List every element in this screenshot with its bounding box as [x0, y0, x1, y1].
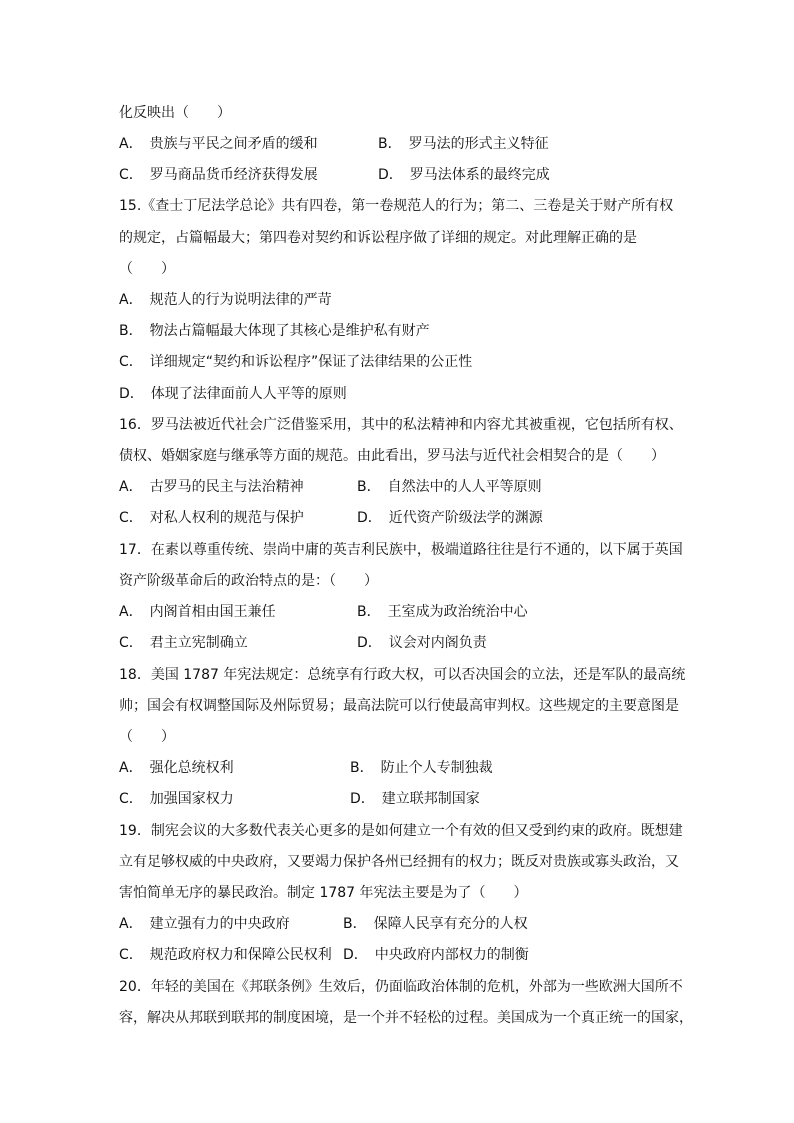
q17-option-b: B． 王室成为政治统治中心 [357, 604, 528, 620]
q16-stem-line1: 16．罗马法被近代社会广泛借鉴采用，其中的私法精神和内容尤其被重视，它包括所有权、 [119, 417, 683, 433]
q16-option-b: B． 自然法中的人人平等原则 [357, 479, 542, 495]
q17-option-a: A． 内阁首相由国王兼任 [119, 604, 276, 620]
q19-option-b: B． 保障人民享有充分的人权 [343, 916, 528, 932]
q15-option-b: B． 物法占篇幅最大体现了其核心是维护私有财产 [119, 323, 430, 339]
q19-option-a: A． 建立强有力的中央政府 [119, 916, 290, 932]
q15-option-d: D． 体现了法律面前人人平等的原则 [119, 386, 347, 402]
q16-option-a: A． 古罗马的民主与法治精神 [119, 479, 304, 495]
q20-stem-line2: 容，解决从邦联到联邦的制度困境，是一个并不轻松的过程。美国成为一个真正统一的国家， [119, 1010, 693, 1026]
q19-stem-line3: 害怕简单无序的暴民政治。制定 1787 年宪法主要是为了（ ） [119, 885, 528, 901]
q14-option-d: D． 罗马法体系的最终完成 [378, 167, 550, 183]
q19-option-c: C． 规范政府权力和保障公民权利 [119, 947, 332, 963]
q18-option-b: B． 防止个人专制独裁 [350, 760, 493, 776]
q19-option-d: D． 中央政府内部权力的制衡 [343, 947, 529, 963]
q18-option-a: A． 强化总统权利 [119, 760, 234, 776]
q17-stem-line1: 17．在素以尊重传统、崇尚中庸的英吉利民族中，极端道路往往是行不通的，以下属于英国 [119, 542, 683, 558]
q18-stem-line2: 帅；国会有权调整国际及州际贸易；最高法院可以行使最高审判权。这些规定的主要意图是 [119, 698, 679, 714]
q18-stem-line1: 18．美国 1787 年宪法规定：总统享有行政大权，可以否决国会的立法，还是军队的最高统 [119, 667, 686, 683]
q20-stem-line1: 20．年轻的美国在《邦联条例》生效后，仍面临政治体制的危机，外部为一些欧洲大国所不 [119, 979, 683, 995]
q16-stem-line2: 债权、婚姻家庭与继承等方面的规范。由此看出，罗马法与近代社会相契合的是（ ） [119, 448, 665, 464]
q18-option-d: D． 建立联邦制国家 [350, 791, 480, 807]
q19-stem-line1: 19．制宪会议的大多数代表关心更多的是如何建立一个有效的但又受到约束的政府。既想建 [119, 823, 683, 839]
q15-stem-line2: 的规定，占篇幅最大；第四卷对契约和诉讼程序做了详细的规定。对此理解正确的是 [119, 230, 637, 246]
q16-option-d: D． 近代资产阶级法学的渊源 [357, 510, 543, 526]
q14-option-a: A． 贵族与平民之间矛盾的缓和 [119, 136, 318, 152]
q15-stem-line1: 15.《查士丁尼法学总论》共有四卷，第一卷规范人的行为；第二、三卷是关于财产所有权 [119, 198, 674, 214]
q16-option-c: C． 对私人权利的规范与保护 [119, 510, 304, 526]
q17-stem-line2: 资产阶级革命后的政治特点的是：（ ） [119, 573, 378, 589]
q19-stem-line2: 立有足够权威的中央政府，又要竭力保护各州已经拥有的权力；既反对贵族或寡头政治，又 [119, 854, 679, 870]
q15-option-a: A． 规范人的行为说明法律的严苛 [119, 292, 332, 308]
q15-stem-line3: （ ） [119, 261, 175, 277]
q14-stem-cont: 化反映出（ ） [119, 105, 231, 121]
q17-option-c: C． 君主立宪制确立 [119, 635, 248, 651]
q18-stem-line3: （ ） [119, 729, 175, 745]
q14-option-b: B． 罗马法的形式主义特征 [378, 136, 549, 152]
q15-option-c: C． 详细规定“契约和诉讼程序”保证了法律结果的公正性 [119, 354, 473, 370]
q17-option-d: D． 议会对内阁负责 [357, 635, 487, 651]
q18-option-c: C． 加强国家权力 [119, 791, 234, 807]
q14-option-c: C． 罗马商品货币经济获得发展 [119, 167, 318, 183]
